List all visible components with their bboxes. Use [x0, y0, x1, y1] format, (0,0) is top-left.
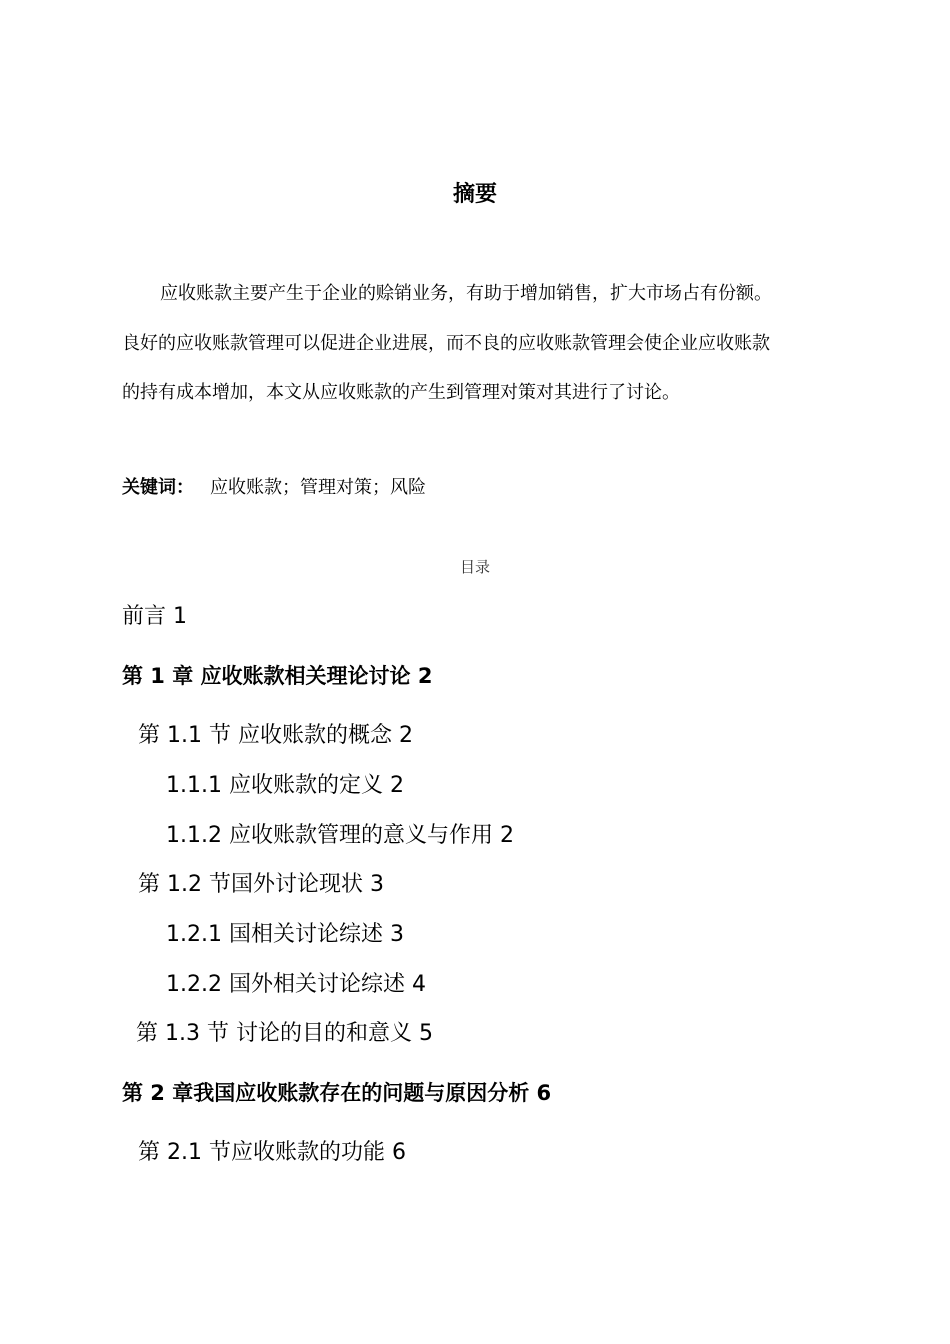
abstract-line-2: 良好的应收账款管理可以促进企业进展，而不良的应收账款管理会使企业应收账款	[122, 333, 770, 354]
toc-title: 目录	[459, 558, 490, 576]
keywords-label: 关键词：	[122, 477, 194, 498]
toc-entry-section-2-1: 第 2.1 节应收账款的功能 6	[138, 1140, 406, 1165]
abstract-title: 摘要	[452, 182, 497, 207]
toc-entry-chapter-2: 第 2 章我国应收账款存在的问题与原因分析 6	[122, 1081, 552, 1105]
toc-entry-subsection-1-1-1: 1.1.1 应收账款的定义 2	[166, 773, 404, 798]
toc-entry-subsection-1-1-2: 1.1.2 应收账款管理的意义与作用 2	[166, 823, 514, 848]
toc-entry-section-1-3: 第 1.3 节 讨论的目的和意义 5	[136, 1021, 433, 1046]
toc-entry-section-1-2: 第 1.2 节国外讨论现状 3	[138, 872, 384, 897]
toc-entry-chapter-1: 第 1 章 应收账款相关理论讨论 2	[122, 664, 433, 688]
toc-entry-subsection-1-2-2: 1.2.2 国外相关讨论综述 4	[166, 972, 426, 997]
abstract-line-3: 的持有成本增加，本文从应收账款的产生到管理对策对其进行了讨论。	[122, 382, 680, 403]
keywords-value: 应收账款；管理对策；风险	[210, 477, 426, 498]
abstract-line-1: 应收账款主要产生于企业的赊销业务，有助于增加销售，扩大市场占有份额。	[160, 283, 772, 304]
toc-entry-section-1-1: 第 1.1 节 应收账款的概念 2	[138, 723, 413, 748]
toc-entry-preface: 前言 1	[122, 604, 187, 629]
toc-entry-subsection-1-2-1: 1.2.1 国相关讨论综述 3	[166, 922, 404, 947]
